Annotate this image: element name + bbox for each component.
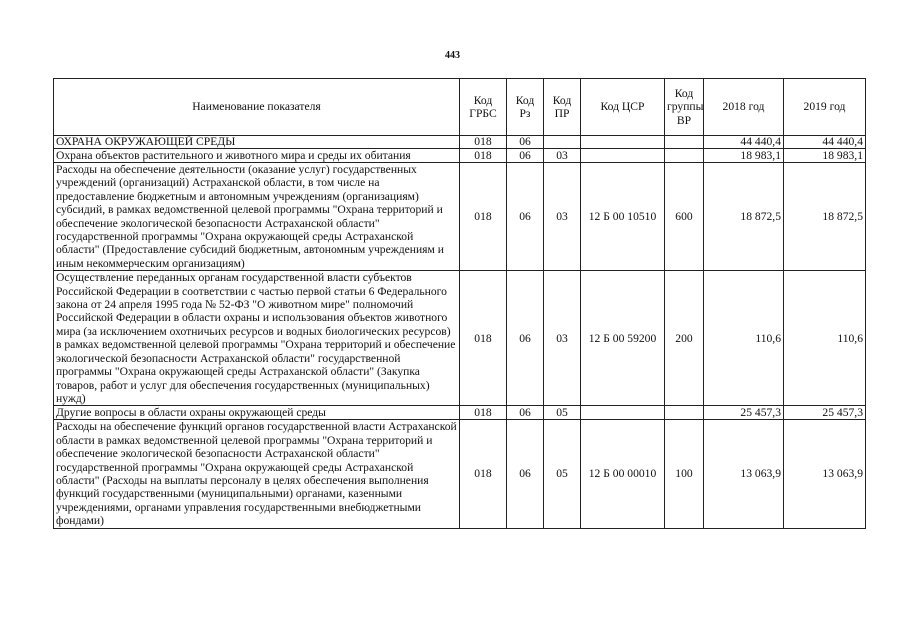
header-vr: Код группы ВР — [665, 79, 704, 136]
row-pr: 03 — [544, 271, 581, 406]
row-2018: 44 440,4 — [704, 136, 784, 149]
row-vr — [665, 149, 704, 163]
header-name: Наименование показателя — [54, 79, 460, 136]
row-grbs: 018 — [460, 163, 507, 271]
budget-table — [53, 78, 866, 529]
row-2019: 13 063,9 — [784, 420, 866, 528]
row-grbs: 018 — [460, 406, 507, 420]
row-pr: 03 — [544, 163, 581, 271]
header-pr: Код ПР — [544, 79, 581, 136]
row-vr — [665, 406, 704, 420]
row-vr: 100 — [665, 420, 704, 528]
row-2019: 110,6 — [784, 271, 866, 406]
row-pr: 05 — [544, 406, 581, 420]
row-2018: 25 457,3 — [704, 406, 784, 420]
table-row — [54, 420, 866, 528]
row-name: ОХРАНА ОКРУЖАЮЩЕЙ СРЕДЫ — [54, 136, 460, 149]
table-row — [54, 136, 866, 149]
row-grbs: 018 — [460, 149, 507, 163]
header-2018: 2018 год — [704, 79, 784, 136]
table-row — [54, 163, 866, 271]
row-pr: 05 — [544, 420, 581, 528]
row-rz: 06 — [507, 149, 544, 163]
row-name: Другие вопросы в области охраны окружающей среды — [54, 406, 460, 420]
row-vr: 200 — [665, 271, 704, 406]
row-pr — [544, 136, 581, 149]
row-name: Охрана объектов растительного и животного мира и среды их обитания — [54, 149, 460, 163]
row-grbs: 018 — [460, 420, 507, 528]
row-name: Расходы на обеспечение функций органов государственной власти Астраханской области в рамках ведомственной целевой программы "Охрана территорий и обеспечение экологической безопасности Астраханской области" государственной программы "Охрана окружающей среды Астраханской области" (Расходы на выплаты персоналу в целях обеспечения выполнения функций государственными (муниципальными) органами, казенными учреждениями, органами управления государственными внебюджетными фондами) — [54, 420, 460, 528]
row-2018: 18 872,5 — [704, 163, 784, 271]
header-csr: Код ЦСР — [581, 79, 665, 136]
row-rz: 06 — [507, 271, 544, 406]
row-rz: 06 — [507, 406, 544, 420]
row-2019: 44 440,4 — [784, 136, 866, 149]
row-csr — [581, 406, 665, 420]
row-name: Расходы на обеспечение деятельности (оказание услуг) государственных учреждений (организаций) Астраханской области, в том числе на предоставление бюджетным и автономным учреждениям (организациям) субсидий, в рамках ведомственной целевой программы "Охрана территорий и обеспечение экологической безопасности Астраханской области" государственной программы "Охрана окружающей среды Астраханской области" (Предоставление субсидий бюджетным, автономным учреждениям и иным некоммерческим организациям) — [54, 163, 460, 271]
row-vr: 600 — [665, 163, 704, 271]
header-grbs: Код ГРБС — [460, 79, 507, 136]
row-csr: 12 Б 00 00010 — [581, 420, 665, 528]
row-grbs: 018 — [460, 136, 507, 149]
table-row — [54, 149, 866, 163]
row-2019: 18 983,1 — [784, 149, 866, 163]
row-csr: 12 Б 00 59200 — [581, 271, 665, 406]
page-number: 443 — [445, 50, 460, 61]
header-2019: 2019 год — [784, 79, 866, 136]
row-2018: 110,6 — [704, 271, 784, 406]
header-rz: Код Рз — [507, 79, 544, 136]
row-vr — [665, 136, 704, 149]
row-rz: 06 — [507, 136, 544, 149]
row-2019: 18 872,5 — [784, 163, 866, 271]
row-name: Осуществление переданных органам государственной власти субъектов Российской Федерации в соответствии с частью первой статьи 6 Федерального закона от 24 апреля 1995 года № 52-ФЗ "О животном мире" полномочий Российской Федерации в области охраны и использования объектов животного мира (за исключением охотничьих ресурсов и водных биологических ресурсов) в рамках ведомственной целевой программы "Охрана территорий и обеспечение экологической безопасности Астраханской области" государственной программы "Охрана окружающей среды Астраханской области" (Закупка товаров, работ и услуг для обеспечения государственных (муниципальных) нужд) — [54, 271, 460, 406]
row-2018: 13 063,9 — [704, 420, 784, 528]
row-pr: 03 — [544, 149, 581, 163]
row-rz: 06 — [507, 163, 544, 271]
table-row — [54, 406, 866, 420]
row-2018: 18 983,1 — [704, 149, 784, 163]
row-grbs: 018 — [460, 271, 507, 406]
row-csr — [581, 136, 665, 149]
row-csr — [581, 149, 665, 163]
row-rz: 06 — [507, 420, 544, 528]
row-2019: 25 457,3 — [784, 406, 866, 420]
header-row — [54, 79, 866, 136]
row-csr: 12 Б 00 10510 — [581, 163, 665, 271]
table-row — [54, 271, 866, 406]
